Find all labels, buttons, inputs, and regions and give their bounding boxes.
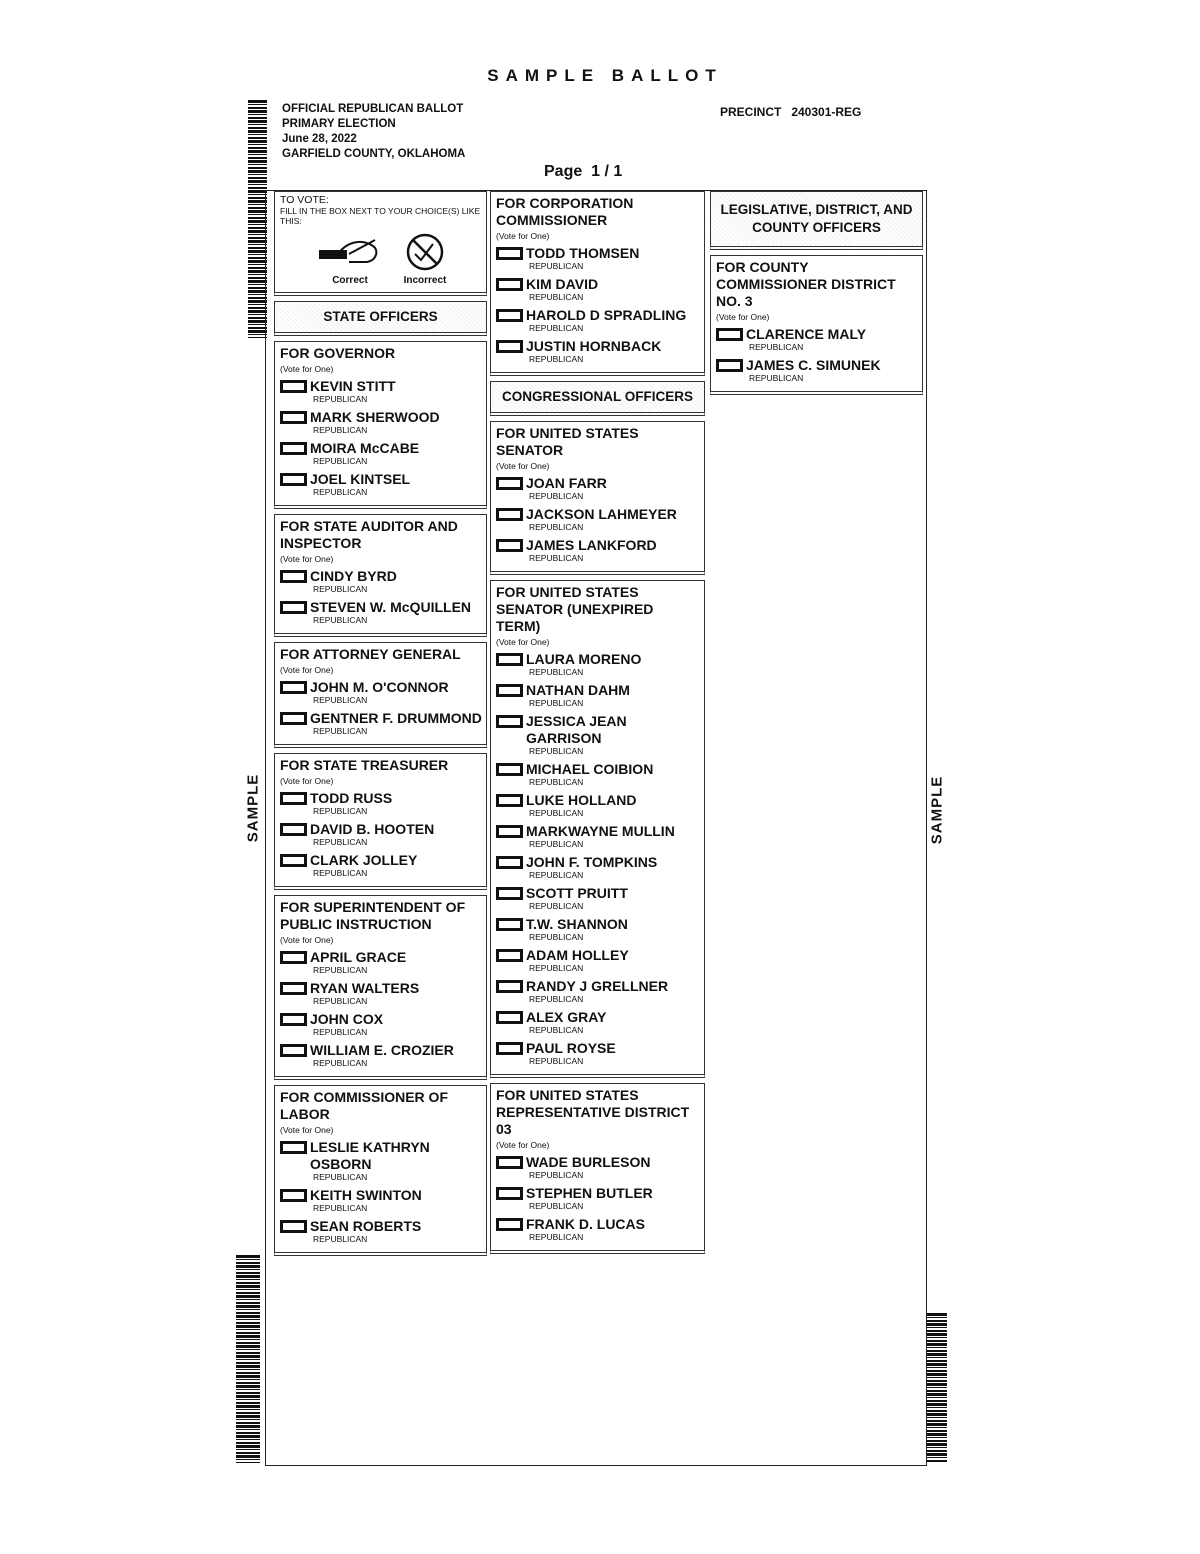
vote-checkbox[interactable] <box>280 712 307 725</box>
candidate-party: REPUBLICAN <box>313 837 368 847</box>
candidate-name: RYAN WALTERS <box>310 980 420 996</box>
candidate-party: REPUBLICAN <box>313 806 368 816</box>
candidate-party: REPUBLICAN <box>529 777 584 787</box>
header-line: June 28, 2022 <box>282 133 357 145</box>
candidate-option[interactable] <box>496 947 700 973</box>
candidate-option[interactable] <box>280 710 482 736</box>
vote-for-instruction: (Vote for One) <box>280 364 334 374</box>
sample-label-left: SAMPLE <box>244 773 262 843</box>
candidate-name: JUSTIN HORNBACK <box>526 338 662 354</box>
candidate-option[interactable] <box>280 471 482 497</box>
candidate-option[interactable] <box>496 761 700 787</box>
candidate-name: JOHN COX <box>310 1011 384 1027</box>
candidate-name: WILLIAM E. CROZIER <box>310 1042 454 1058</box>
candidate-option[interactable] <box>496 713 700 756</box>
candidate-party: REPUBLICAN <box>529 1170 584 1180</box>
candidate-name: ADAM HOLLEY <box>526 947 629 963</box>
vote-checkbox[interactable] <box>496 247 523 260</box>
candidate-text <box>526 1154 650 1180</box>
vote-checkbox[interactable] <box>496 340 523 353</box>
candidate-option[interactable] <box>496 651 700 677</box>
candidate-party: REPUBLICAN <box>313 425 368 435</box>
candidate-name: TODD THOMSEN <box>526 245 640 261</box>
candidate-text <box>310 710 482 736</box>
candidate-text <box>310 949 406 975</box>
vote-checkbox[interactable] <box>496 856 523 869</box>
sample-label-right: SAMPLE <box>928 775 946 845</box>
candidate-text <box>310 1218 421 1244</box>
candidate-option[interactable] <box>280 1042 482 1068</box>
vote-checkbox[interactable] <box>280 1220 307 1233</box>
vote-checkbox[interactable] <box>496 1042 523 1055</box>
candidate-name: T.W. SHANNON <box>526 916 628 932</box>
ballot-header <box>282 102 465 162</box>
candidate-party: REPUBLICAN <box>529 746 584 756</box>
vote-checkbox[interactable] <box>496 715 523 728</box>
ballot-column <box>490 191 705 1259</box>
candidate-party: REPUBLICAN <box>313 487 368 497</box>
candidate-option[interactable] <box>716 326 918 352</box>
candidate-option[interactable] <box>280 599 482 625</box>
candidate-name: JOHN M. O'CONNOR <box>310 679 449 695</box>
candidate-text <box>310 679 449 705</box>
candidate-name: JOEL KINTSEL <box>310 471 411 487</box>
candidate-name: APRIL GRACE <box>310 949 407 965</box>
ballot-column <box>274 191 487 1261</box>
vote-checkbox[interactable] <box>280 982 307 995</box>
candidate-party: REPUBLICAN <box>313 868 368 878</box>
candidate-text <box>526 1216 645 1242</box>
vote-for-instruction: (Vote for One) <box>280 1125 334 1135</box>
candidate-text <box>310 599 471 625</box>
race-title: FOR CORPORATION COMMISSIONER <box>496 195 634 228</box>
barcode-bottom-left <box>236 1255 260 1463</box>
candidate-option[interactable] <box>496 1154 700 1180</box>
vote-checkbox[interactable] <box>280 1044 307 1057</box>
candidate-option[interactable] <box>496 338 700 364</box>
race-us-representative <box>490 1083 705 1254</box>
incorrect-label: Incorrect <box>403 275 447 286</box>
vote-checkbox[interactable] <box>496 539 523 552</box>
vote-checkbox[interactable] <box>496 794 523 807</box>
candidate-name: NATHAN DAHM <box>526 682 630 698</box>
candidate-name: CINDY BYRD <box>310 568 397 584</box>
candidate-party: REPUBLICAN <box>313 584 368 594</box>
voting-instructions <box>274 191 487 296</box>
race-title: FOR STATE AUDITOR AND INSPECTOR <box>280 518 458 551</box>
race-title: FOR UNITED STATES SENATOR (UNEXPIRED TERM) <box>496 584 654 634</box>
candidate-option[interactable] <box>280 821 482 847</box>
candidate-party: REPUBLICAN <box>529 932 584 942</box>
candidate-party: REPUBLICAN <box>313 965 368 975</box>
race-county-commissioner <box>710 255 923 395</box>
header-line: GARFIELD COUNTY, OKLAHOMA <box>282 148 466 160</box>
candidate-text <box>310 852 417 878</box>
candidate-name: LESLIE KATHRYN OSBORN <box>310 1139 430 1172</box>
candidate-party: REPUBLICAN <box>749 373 804 383</box>
vote-checkbox[interactable] <box>280 473 307 486</box>
candidate-party: REPUBLICAN <box>529 292 584 302</box>
race-title: FOR SUPERINTENDENT OF PUBLIC INSTRUCTION <box>280 899 466 932</box>
vote-checkbox[interactable] <box>716 328 743 341</box>
candidate-name: MARK SHERWOOD <box>310 409 440 425</box>
candidate-party: REPUBLICAN <box>313 1058 368 1068</box>
vote-checkbox[interactable] <box>280 1189 307 1202</box>
candidate-name: ALEX GRAY <box>526 1009 607 1025</box>
vote-for-instruction: (Vote for One) <box>280 665 334 675</box>
candidate-name: JOAN FARR <box>526 475 607 491</box>
vote-checkbox[interactable] <box>716 359 743 372</box>
race-title: FOR UNITED STATES REPRESENTATIVE DISTRICT 03 <box>496 1087 690 1137</box>
correct-label: Correct <box>332 275 368 286</box>
candidate-option[interactable] <box>496 506 700 532</box>
candidate-option[interactable] <box>496 1185 700 1211</box>
candidate-text <box>526 916 628 942</box>
candidate-name: PAUL ROYSE <box>526 1040 616 1056</box>
candidate-name: FRANK D. LUCAS <box>526 1216 645 1232</box>
vote-checkbox[interactable] <box>280 442 307 455</box>
candidate-option[interactable] <box>496 307 700 333</box>
race-state-auditor <box>274 514 487 637</box>
race-title: FOR COMMISSIONER OF LABOR <box>280 1089 448 1122</box>
candidate-name: SCOTT PRUITT <box>526 885 628 901</box>
race-title: FOR GOVERNOR <box>280 345 396 361</box>
candidate-option[interactable] <box>496 792 700 818</box>
candidate-text <box>310 1187 422 1213</box>
candidate-text <box>526 854 657 880</box>
race-title: FOR STATE TREASURER <box>280 757 449 773</box>
candidate-option[interactable] <box>280 440 482 466</box>
candidate-text <box>310 409 440 435</box>
vote-checkbox[interactable] <box>496 278 523 291</box>
vote-checkbox[interactable] <box>496 1218 523 1231</box>
candidate-party: REPUBLICAN <box>313 695 368 705</box>
race-state-treasurer <box>274 753 487 890</box>
ballot-title: SAMPLE BALLOT <box>487 66 723 85</box>
candidate-name: DAVID B. HOOTEN <box>310 821 435 837</box>
candidate-option[interactable] <box>496 978 700 1004</box>
candidate-party: REPUBLICAN <box>529 901 584 911</box>
candidate-party: REPUBLICAN <box>529 1201 584 1211</box>
candidate-party: REPUBLICAN <box>529 261 584 271</box>
candidate-text <box>746 357 881 383</box>
candidate-name: MOIRA McCABE <box>310 440 420 456</box>
vote-for-instruction: (Vote for One) <box>496 461 550 471</box>
candidate-option[interactable] <box>496 475 700 501</box>
candidate-option[interactable] <box>280 790 482 816</box>
candidate-text <box>310 471 410 497</box>
candidate-name: TODD RUSS <box>310 790 393 806</box>
instructions-text: FILL IN THE BOX NEXT TO YOUR CHOICE(S) LIKE THIS: <box>280 206 481 226</box>
candidate-party: REPUBLICAN <box>313 456 368 466</box>
section-legislative-district-county: LEGISLATIVE, DISTRICT, AND COUNTY OFFICERS <box>710 191 923 250</box>
candidate-text <box>526 276 598 302</box>
candidate-text <box>526 713 700 756</box>
race-commissioner-labor <box>274 1085 487 1256</box>
candidate-party: REPUBLICAN <box>529 698 584 708</box>
vote-checkbox[interactable] <box>280 823 307 836</box>
vote-checkbox[interactable] <box>496 1187 523 1200</box>
candidate-name: KEVIN STITT <box>310 378 396 394</box>
candidate-option[interactable] <box>496 682 700 708</box>
candidate-party: REPUBLICAN <box>529 808 584 818</box>
candidate-text <box>526 978 668 1004</box>
candidate-text <box>526 1009 606 1035</box>
candidate-text <box>526 1040 616 1066</box>
vote-checkbox[interactable] <box>496 887 523 900</box>
candidate-text <box>526 307 686 333</box>
vote-checkbox[interactable] <box>280 854 307 867</box>
candidate-name: JAMES LANKFORD <box>526 537 657 553</box>
incorrect-example <box>403 232 447 286</box>
candidate-party: REPUBLICAN <box>313 1203 368 1213</box>
vote-checkbox[interactable] <box>496 508 523 521</box>
page-number: Page 1 / 1 <box>544 163 623 180</box>
vote-checkbox[interactable] <box>496 309 523 322</box>
candidate-name: STEVEN W. McQUILLEN <box>310 599 472 615</box>
candidate-party: REPUBLICAN <box>529 667 584 677</box>
candidate-text <box>526 537 657 563</box>
candidate-text <box>310 1011 383 1037</box>
candidate-option[interactable] <box>280 852 482 878</box>
candidate-party: REPUBLICAN <box>749 342 804 352</box>
race-title: FOR ATTORNEY GENERAL <box>280 646 461 662</box>
candidate-text <box>746 326 866 352</box>
candidate-option[interactable] <box>496 854 700 880</box>
candidate-party: REPUBLICAN <box>313 996 368 1006</box>
vote-checkbox[interactable] <box>280 1013 307 1026</box>
vote-for-instruction: (Vote for One) <box>716 312 770 322</box>
race-attorney-general <box>274 642 487 748</box>
candidate-name: KIM DAVID <box>526 276 599 292</box>
instruction-figures <box>280 232 482 286</box>
candidate-name: WADE BURLESON <box>526 1154 651 1170</box>
candidate-party: REPUBLICAN <box>529 1025 584 1035</box>
vote-checkbox[interactable] <box>496 949 523 962</box>
vote-for-instruction: (Vote for One) <box>496 1140 550 1150</box>
candidate-text <box>526 651 641 677</box>
race-governor <box>274 341 487 509</box>
candidate-party: REPUBLICAN <box>313 726 368 736</box>
candidate-name: CLARK JOLLEY <box>310 852 418 868</box>
vote-checkbox[interactable] <box>496 1156 523 1169</box>
candidate-text <box>310 440 419 466</box>
candidate-party: REPUBLICAN <box>529 553 584 563</box>
candidate-text <box>526 475 607 501</box>
candidate-text <box>526 792 636 818</box>
candidate-name: CLARENCE MALY <box>746 326 867 342</box>
candidate-text <box>310 980 419 1006</box>
race-us-senator-unexpired <box>490 580 705 1078</box>
race-corporation-commissioner <box>490 191 705 376</box>
candidate-name: GENTNER F. DRUMMOND <box>310 710 482 726</box>
candidate-name: HAROLD D SPRADLING <box>526 307 687 323</box>
candidate-option[interactable] <box>496 276 700 302</box>
vote-checkbox[interactable] <box>496 1011 523 1024</box>
candidate-option[interactable] <box>496 537 700 563</box>
candidate-party: REPUBLICAN <box>313 1234 368 1244</box>
candidate-party: REPUBLICAN <box>313 394 368 404</box>
candidate-option[interactable] <box>496 1040 700 1066</box>
candidate-name: JACKSON LAHMEYER <box>526 506 677 522</box>
candidate-text <box>526 338 661 364</box>
vote-checkbox[interactable] <box>496 918 523 931</box>
candidate-party: REPUBLICAN <box>529 323 584 333</box>
candidate-text <box>310 568 397 594</box>
candidate-text <box>310 1042 454 1068</box>
candidate-option[interactable] <box>280 378 482 404</box>
candidate-option[interactable] <box>496 1216 700 1242</box>
race-superintendent <box>274 895 487 1080</box>
candidate-text <box>526 823 675 849</box>
candidate-name: MARKWAYNE MULLIN <box>526 823 675 839</box>
candidate-text <box>526 947 629 973</box>
candidate-option[interactable] <box>280 1011 482 1037</box>
candidate-text <box>526 506 677 532</box>
candidate-option[interactable] <box>496 1009 700 1035</box>
barcode-bottom-right <box>927 1313 947 1463</box>
candidate-name: LUKE HOLLAND <box>526 792 637 808</box>
candidate-text <box>526 245 639 271</box>
vote-checkbox[interactable] <box>496 684 523 697</box>
race-title: FOR COUNTY COMMISSIONER DISTRICT NO. 3 <box>716 259 896 309</box>
race-us-senator <box>490 421 705 575</box>
vote-for-instruction: (Vote for One) <box>280 776 334 786</box>
candidate-party: REPUBLICAN <box>313 1172 368 1182</box>
candidate-option[interactable] <box>496 885 700 911</box>
candidate-name: JOHN F. TOMPKINS <box>526 854 658 870</box>
vote-for-instruction: (Vote for One) <box>280 554 334 564</box>
candidate-party: REPUBLICAN <box>529 994 584 1004</box>
candidate-text <box>526 682 630 708</box>
vote-for-instruction: (Vote for One) <box>496 637 550 647</box>
candidate-option[interactable] <box>280 949 482 975</box>
vote-checkbox[interactable] <box>280 570 307 583</box>
vote-checkbox[interactable] <box>280 601 307 614</box>
candidate-option[interactable] <box>280 1218 482 1244</box>
candidate-option[interactable] <box>496 916 700 942</box>
candidate-option[interactable] <box>280 980 482 1006</box>
vote-checkbox[interactable] <box>280 951 307 964</box>
candidate-text <box>526 1185 653 1211</box>
section-congressional-officers: CONGRESSIONAL OFFICERS <box>490 381 705 416</box>
candidate-name: LAURA MORENO <box>526 651 642 667</box>
vote-checkbox[interactable] <box>496 763 523 776</box>
vote-checkbox[interactable] <box>496 980 523 993</box>
candidate-party: REPUBLICAN <box>529 1232 584 1242</box>
header-line: OFFICIAL REPUBLICAN BALLOT <box>282 103 464 115</box>
candidate-party: REPUBLICAN <box>529 354 584 364</box>
vote-checkbox[interactable] <box>496 653 523 666</box>
candidate-option[interactable] <box>716 357 918 383</box>
vote-for-instruction: (Vote for One) <box>496 231 550 241</box>
candidate-party: REPUBLICAN <box>529 491 584 501</box>
candidate-name: KEITH SWINTON <box>310 1187 422 1203</box>
ballot-column <box>710 191 923 400</box>
candidate-option[interactable] <box>280 1139 482 1182</box>
header-line: PRIMARY ELECTION <box>282 118 396 130</box>
vote-checkbox[interactable] <box>496 477 523 490</box>
section-state-officers: STATE OFFICERS <box>274 301 487 336</box>
candidate-party: REPUBLICAN <box>529 870 584 880</box>
candidate-option[interactable] <box>496 823 700 849</box>
candidate-text <box>310 378 396 404</box>
candidate-party: REPUBLICAN <box>313 1027 368 1037</box>
candidate-option[interactable] <box>280 1187 482 1213</box>
vote-checkbox[interactable] <box>280 1141 307 1154</box>
candidate-text <box>310 790 392 816</box>
candidate-option[interactable] <box>280 679 482 705</box>
candidate-option[interactable] <box>280 568 482 594</box>
precinct-label: PRECINCT 240301-REG <box>720 105 862 119</box>
candidate-party: REPUBLICAN <box>313 615 368 625</box>
race-title: FOR UNITED STATES SENATOR <box>496 425 639 458</box>
candidate-text <box>526 885 628 911</box>
hand-marking-icon <box>315 232 385 272</box>
candidate-party: REPUBLICAN <box>529 522 584 532</box>
vote-checkbox[interactable] <box>280 792 307 805</box>
vote-for-instruction: (Vote for One) <box>280 935 334 945</box>
candidate-name: RANDY J GRELLNER <box>526 978 669 994</box>
candidate-text <box>526 761 653 787</box>
candidate-text <box>310 821 434 847</box>
vote-checkbox[interactable] <box>280 411 307 424</box>
candidate-party: REPUBLICAN <box>529 839 584 849</box>
incorrect-mark-icon <box>403 232 447 272</box>
instructions-title: TO VOTE: <box>280 194 329 206</box>
candidate-name: MICHAEL COIBION <box>526 761 654 777</box>
candidate-option[interactable] <box>496 245 700 271</box>
candidate-name: STEPHEN BUTLER <box>526 1185 653 1201</box>
candidate-name: SEAN ROBERTS <box>310 1218 422 1234</box>
candidate-party: REPUBLICAN <box>529 1056 584 1066</box>
correct-example <box>315 232 385 286</box>
candidate-name: JAMES C. SIMUNEK <box>746 357 881 373</box>
candidate-party: REPUBLICAN <box>529 963 584 973</box>
candidate-name: JESSICA JEAN GARRISON <box>526 713 627 746</box>
candidate-text <box>310 1139 482 1182</box>
vote-checkbox[interactable] <box>280 681 307 694</box>
vote-checkbox[interactable] <box>496 825 523 838</box>
vote-checkbox[interactable] <box>280 380 307 393</box>
candidate-option[interactable] <box>280 409 482 435</box>
